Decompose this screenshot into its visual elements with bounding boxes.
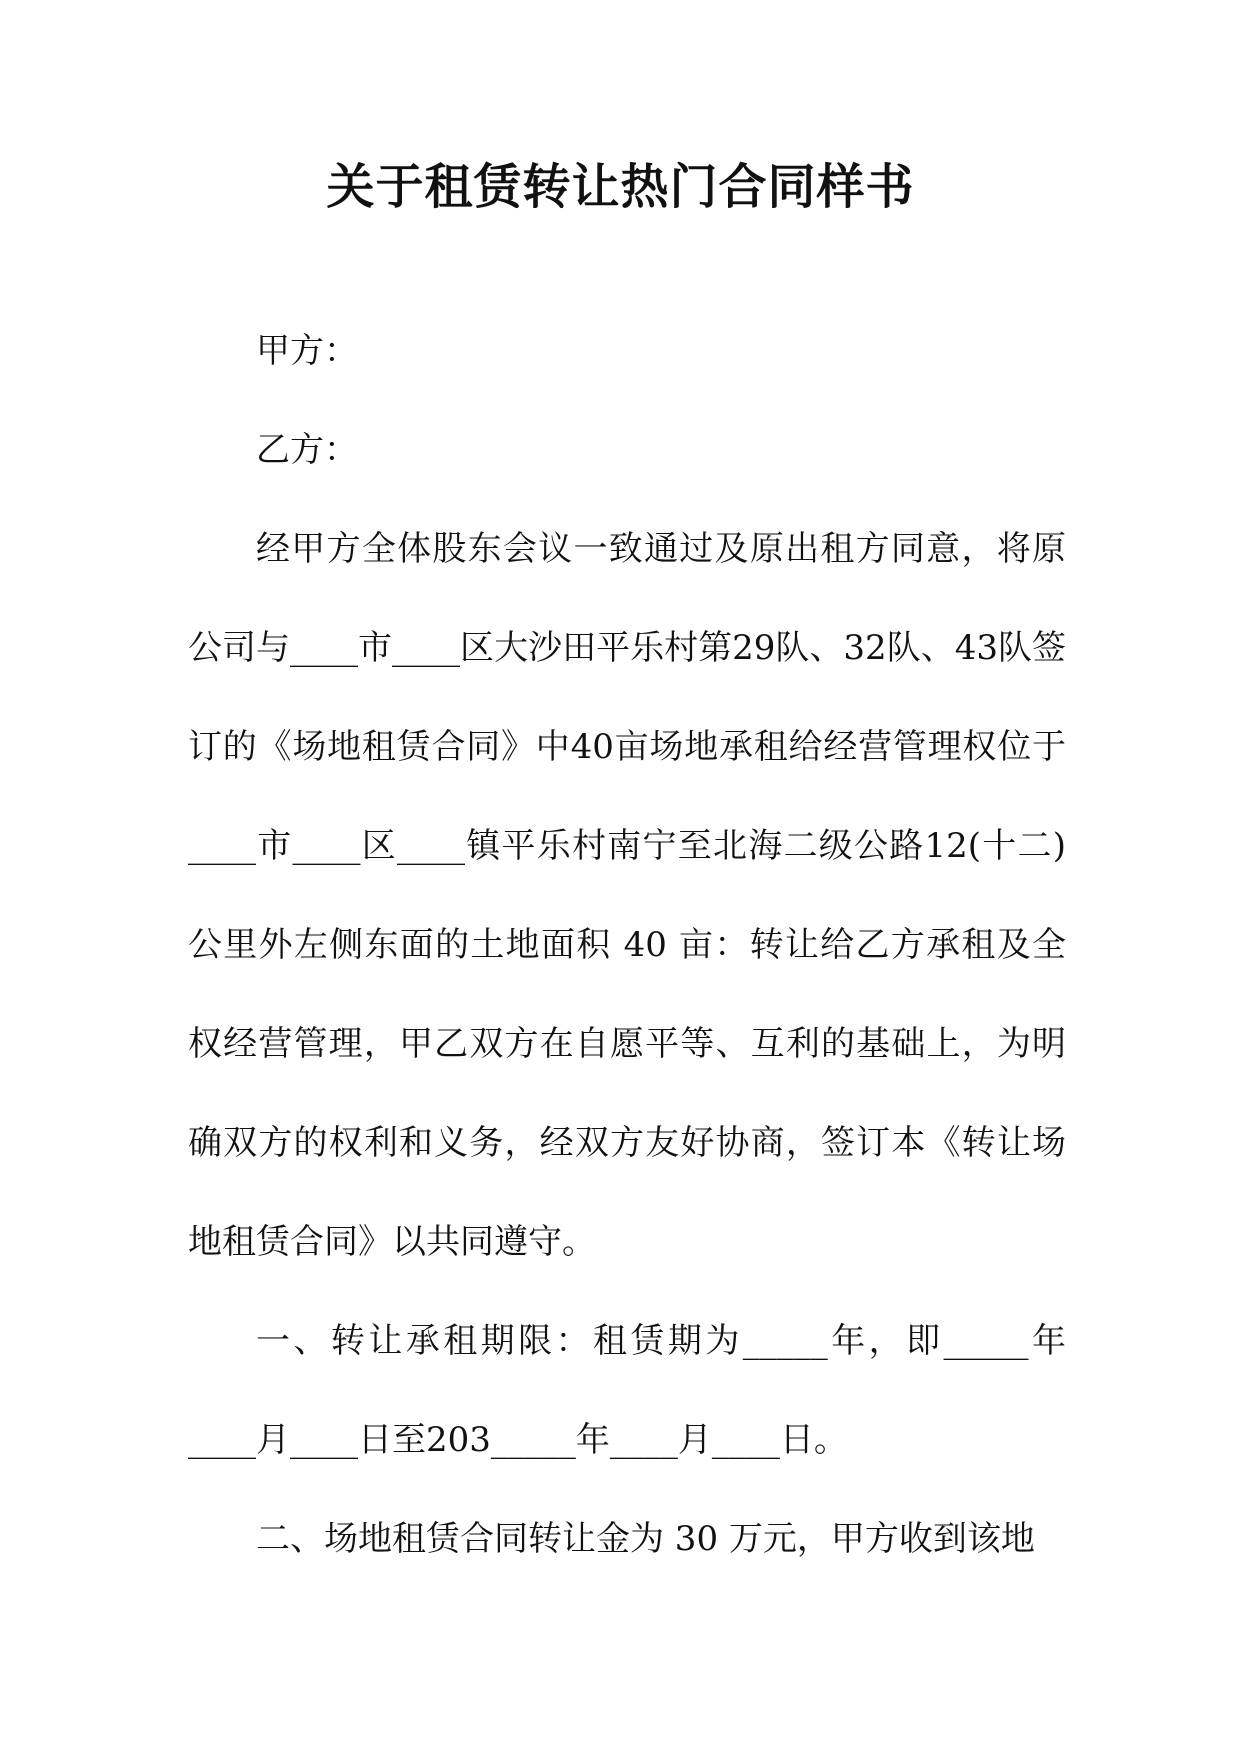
document-body (188, 302, 1066, 1589)
party-a-line: 甲方： (256, 331, 358, 371)
preamble-paragraph: 经甲方全体股东会议一致通过及原出租方同意，将原公司与____市____区大沙田平乐村第29队、32队、43队签订的《场地租赁合同》中40亩场地承租给经营管理权位于____市____区____镇平乐村南宁至北海二级公路12(十二)公里外左侧东面的土地面积 40 亩：转让给乙方承租及全权经营管理，甲乙双方在自愿平等、互利的基础上，为明确双方的权利和义务，经双方友好协商，签订本《转让场地租赁合同》以共同遵守。 (188, 529, 1066, 1262)
document-title: 关于租赁转让热门合同样书 (326, 159, 915, 215)
clause-2-paragraph: 二、场地租赁合同转让金为 30 万元，甲方收到该地 (256, 1519, 1035, 1559)
party-b-line: 乙方： (256, 430, 358, 470)
clause-1-paragraph: 一、转让承租期限：租赁期为_____年，即_____年____月____日至203_____年____月____日。 (188, 1321, 1066, 1460)
